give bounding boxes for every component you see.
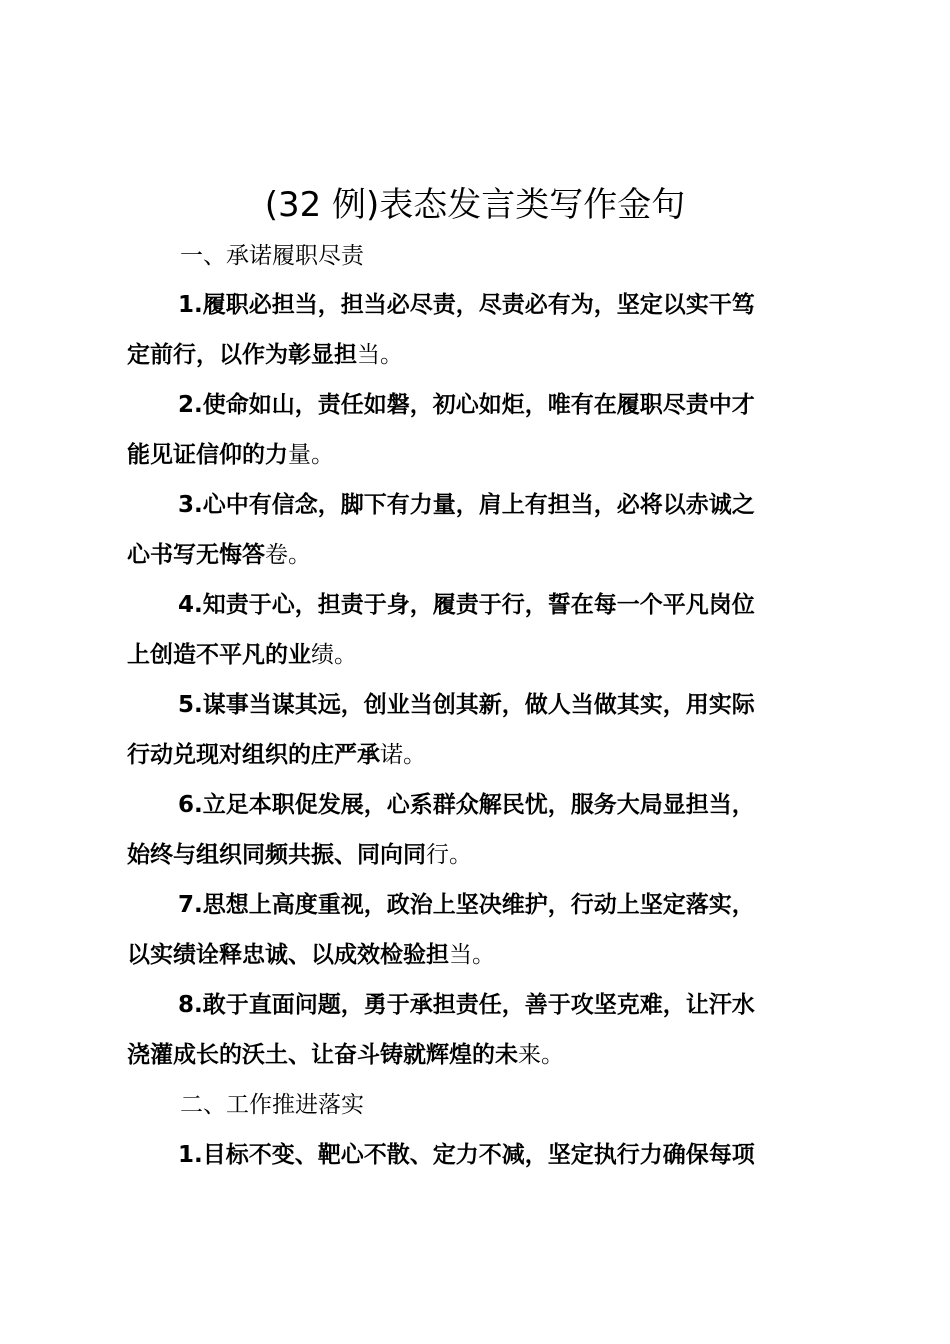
item-text: 行动兑现对组织的庄严承 (127, 742, 380, 768)
item-line: 2.使命如山，责任如磐，初心如炬，唯有在履职尽责中才 (178, 392, 755, 418)
item-text-tail: 行。 (426, 842, 472, 868)
page-title: (32 例)表态发言类写作金句 (264, 185, 686, 225)
item-text-tail: 卷。 (265, 542, 311, 568)
item-line: 1.履职必担当，担当必尽责，尽责必有为，坚定以实干笃 (178, 292, 755, 318)
item-text-tail: 当。 (449, 942, 495, 968)
item-text: 浇灌成长的沃土、让奋斗铸就辉煌的未 (127, 1042, 518, 1068)
item-text-tail: 来。 (518, 1042, 564, 1068)
item-line: 3.心中有信念，脚下有力量，肩上有担当，必将以赤诚之 (178, 492, 755, 518)
item-line: 7.思想上高度重视，政治上坚决维护，行动上坚定落实， (178, 892, 755, 918)
item-line-continued (127, 338, 403, 372)
item-text: 心书写无悔答 (127, 542, 265, 568)
item-text: 上创造不平凡的业 (127, 642, 311, 668)
item-text-tail: 量。 (288, 442, 334, 468)
item-line-continued (127, 638, 357, 672)
item-line-continued (127, 538, 311, 572)
item-line: 6.立足本职促发展，心系群众解民忧，服务大局显担当， (178, 792, 755, 818)
item-text-tail: 当。 (357, 342, 403, 368)
item-line: 8.敢于直面问题，勇于承担责任，善于攻坚克难，让汗水 (178, 992, 755, 1018)
item-text-tail: 诺。 (380, 742, 426, 768)
item-line-continued (127, 838, 472, 872)
item-text: 以实绩诠释忠诚、以成效检验担 (127, 942, 449, 968)
item-line-continued (127, 738, 426, 772)
item-text: 定前行，以作为彰显担 (127, 342, 357, 368)
item-line: 1.目标不变、靶心不散、定力不减，坚定执行力确保每项 (178, 1142, 755, 1168)
item-line-continued (127, 438, 334, 472)
item-text: 始终与组织同频共振、同向同 (127, 842, 426, 868)
item-text: 能见证信仰的力 (127, 442, 288, 468)
section-heading: 一、承诺履职尽责 (180, 243, 364, 269)
item-text-tail: 绩。 (311, 642, 357, 668)
item-line: 5.谋事当谋其远，创业当创其新，做人当做其实，用实际 (178, 692, 755, 718)
item-line-continued (127, 1038, 564, 1072)
item-line: 4.知责于心，担责于身，履责于行，誓在每一个平凡岗位 (178, 592, 755, 618)
section-heading: 二、工作推进落实 (180, 1092, 364, 1118)
item-line-continued (127, 938, 495, 972)
